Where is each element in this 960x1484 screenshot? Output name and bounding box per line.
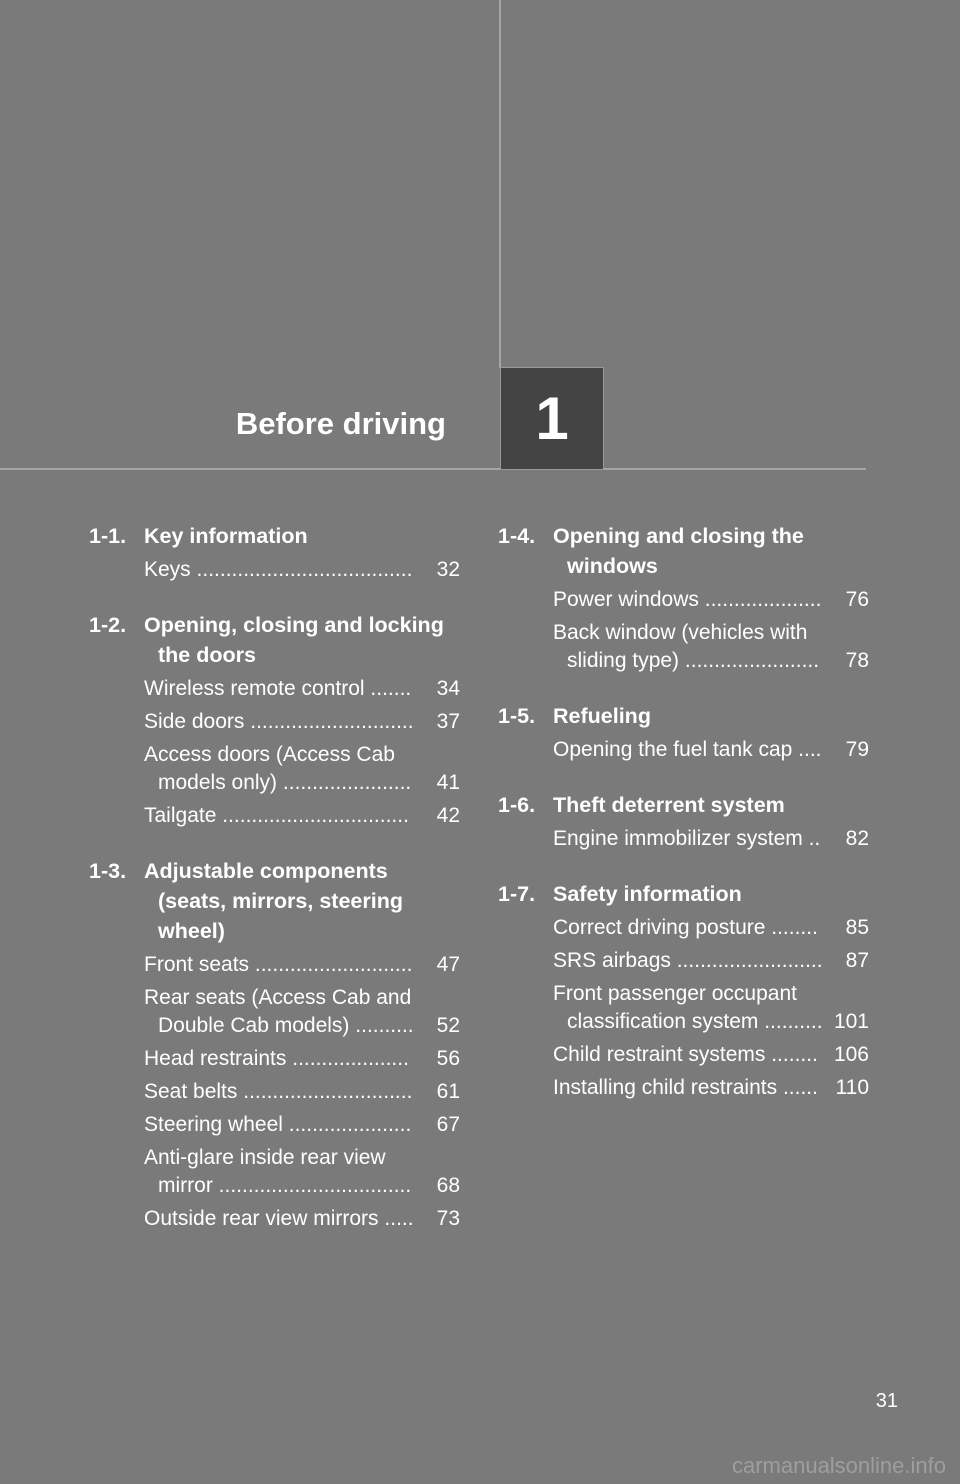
toc-entry[interactable]	[144, 1205, 460, 1233]
entry-label: Correct driving posture	[553, 916, 766, 939]
entry-label: Front passenger occupant classification system	[553, 982, 797, 1033]
toc-entry[interactable]	[144, 1078, 460, 1106]
entry-page-number: 68	[436, 1174, 460, 1197]
entry-label-wrap	[553, 947, 823, 975]
entry-page-number: 79	[845, 738, 869, 761]
entry-label: Access doors (Access Cab models only)	[144, 743, 395, 794]
toc-entry[interactable]	[553, 736, 869, 764]
toc-entry[interactable]	[553, 1041, 869, 1069]
section-heading[interactable]	[498, 521, 869, 581]
leader-dots: .....................	[282, 1113, 412, 1136]
section-title: Safety information	[553, 882, 742, 906]
leader-dots: .......	[364, 677, 412, 700]
entry-page-number: 42	[436, 804, 460, 827]
leader-dots: ........	[765, 1043, 818, 1066]
entry-label-wrap	[144, 741, 414, 797]
entry-label-wrap	[144, 1045, 414, 1073]
section-number: 1-2.	[89, 613, 127, 637]
entry-page-number: 37	[436, 710, 460, 733]
leader-dots: ............................	[244, 710, 414, 733]
entry-label: Rear seats (Access Cab and Double Cab models)	[144, 986, 412, 1037]
toc-section	[498, 790, 869, 853]
section-heading[interactable]	[89, 521, 460, 551]
entry-label: Front seats	[144, 953, 250, 976]
entry-label-wrap	[144, 1205, 414, 1233]
entry-label-wrap	[553, 1074, 823, 1102]
toc-entry[interactable]	[553, 1074, 869, 1102]
toc-entry[interactable]	[144, 1045, 460, 1073]
toc-entry[interactable]	[144, 741, 460, 797]
entry-label-wrap	[144, 984, 414, 1040]
section-number: 1-6.	[498, 793, 536, 817]
toc-entry[interactable]	[144, 984, 460, 1040]
toc-section	[498, 521, 869, 675]
section-title: Refueling	[553, 704, 651, 728]
entry-page-number: 73	[436, 1207, 460, 1230]
toc-entry[interactable]	[553, 947, 869, 975]
toc-entry[interactable]	[144, 556, 460, 584]
entry-label-wrap	[553, 586, 823, 614]
horizontal-rule	[0, 468, 866, 470]
chapter-title: Before driving	[235, 406, 446, 441]
toc-entry[interactable]	[553, 825, 869, 853]
entry-label: Steering wheel	[144, 1113, 283, 1136]
section-number: 1-1.	[89, 524, 127, 548]
entry-label-wrap	[553, 736, 823, 764]
entry-label: Installing child restraints	[553, 1076, 778, 1099]
toc-section	[89, 856, 460, 1233]
section-heading[interactable]	[89, 856, 460, 946]
leader-dots: ........	[765, 916, 818, 939]
toc-entry[interactable]	[144, 1111, 460, 1139]
entry-label: Power windows	[553, 588, 699, 611]
toc-entry[interactable]	[553, 980, 869, 1036]
entry-page-number: 56	[436, 1047, 460, 1070]
entry-label-wrap	[144, 802, 414, 830]
section-number: 1-5.	[498, 704, 536, 728]
leader-dots: .................................	[212, 1174, 412, 1197]
entry-label-wrap	[144, 708, 414, 736]
chapter-number-box	[500, 367, 604, 470]
toc-entry[interactable]	[144, 951, 460, 979]
watermark: carmanualsonline.info	[731, 1453, 946, 1478]
entry-label-wrap	[553, 619, 823, 675]
leader-dots: .............................	[237, 1080, 413, 1103]
vertical-rule	[499, 0, 501, 368]
section-title: Opening and closing the windows	[553, 524, 804, 578]
entry-label: Head restraints	[144, 1047, 287, 1070]
section-heading[interactable]	[498, 790, 869, 820]
entry-label: Side doors	[144, 710, 245, 733]
leader-dots: ..........	[758, 1010, 823, 1033]
toc-section	[498, 701, 869, 764]
entry-page-number: 32	[436, 558, 460, 581]
entry-page-number: 85	[845, 916, 869, 939]
entry-page-number: 78	[845, 649, 869, 672]
toc-left-column	[89, 521, 460, 1259]
entry-page-number: 110	[835, 1076, 869, 1099]
leader-dots: .....................................	[190, 558, 413, 581]
leader-dots: .........................	[670, 949, 823, 972]
section-heading[interactable]	[498, 879, 869, 909]
section-title: Theft deterrent system	[553, 793, 785, 817]
toc-entry[interactable]	[144, 802, 460, 830]
leader-dots: ..........	[349, 1014, 414, 1037]
entry-label-wrap	[553, 914, 823, 942]
entry-label: Seat belts	[144, 1080, 238, 1103]
section-number: 1-4.	[498, 524, 536, 548]
chapter-number: 1	[535, 385, 569, 452]
leader-dots: ....................	[698, 588, 822, 611]
entry-page-number: 76	[845, 588, 869, 611]
toc-entry[interactable]	[144, 708, 460, 736]
section-title: Key information	[144, 524, 308, 548]
entry-page-number: 101	[833, 1010, 869, 1033]
section-heading[interactable]	[498, 701, 869, 731]
entry-page-number: 52	[436, 1014, 460, 1037]
entry-page-number: 106	[833, 1043, 869, 1066]
leader-dots: .....	[378, 1207, 414, 1230]
toc-section	[89, 610, 460, 830]
leader-dots: ....................	[286, 1047, 409, 1070]
entry-page-number: 61	[436, 1080, 460, 1103]
entry-label-wrap	[553, 980, 823, 1036]
toc-entry[interactable]	[144, 1144, 460, 1200]
toc-entry[interactable]	[553, 586, 869, 614]
section-title: Adjustable components (seats, mirrors, steering wheel)	[144, 859, 403, 943]
leader-dots: ....	[792, 738, 822, 761]
leader-dots: ................................	[216, 804, 409, 827]
entry-label: Tailgate	[144, 804, 217, 827]
entry-label: Opening the fuel tank cap	[553, 738, 793, 761]
section-number: 1-3.	[89, 859, 127, 883]
entry-page-number: 41	[436, 771, 460, 794]
toc-section	[498, 879, 869, 1102]
entry-label-wrap	[144, 556, 414, 584]
leader-dots: ..	[802, 827, 821, 850]
entry-label-wrap	[144, 951, 414, 979]
entry-label-wrap	[144, 1111, 414, 1139]
leader-dots: .......................	[679, 649, 820, 672]
entry-page-number: 87	[845, 949, 869, 972]
toc-section	[89, 521, 460, 584]
entry-page-number: 34	[436, 677, 460, 700]
entry-label: SRS airbags	[553, 949, 671, 972]
entry-label: Wireless remote control	[144, 677, 365, 700]
entry-label-wrap	[553, 1041, 823, 1069]
entry-label: Engine immobilizer system	[553, 827, 803, 850]
entry-label-wrap	[144, 1144, 414, 1200]
toc-right-column	[498, 521, 869, 1128]
leader-dots: ......	[777, 1076, 818, 1099]
section-number: 1-7.	[498, 882, 536, 906]
leader-dots: ...........................	[249, 953, 413, 976]
entry-label-wrap	[144, 1078, 414, 1106]
page-number: 31	[875, 1390, 898, 1412]
entry-page-number: 82	[845, 827, 869, 850]
section-title: Opening, closing and locking the doors	[144, 613, 444, 667]
entry-label-wrap	[144, 675, 414, 703]
entry-label: Keys	[144, 558, 191, 581]
toc-entry[interactable]	[553, 619, 869, 675]
entry-page-number: 47	[436, 953, 460, 976]
entry-label: Anti-glare inside rear view mirror	[144, 1146, 386, 1197]
leader-dots: ......................	[277, 771, 412, 794]
toc-entry[interactable]	[144, 675, 460, 703]
entry-label: Outside rear view mirrors	[144, 1207, 379, 1230]
entry-page-number: 67	[436, 1113, 460, 1136]
entry-label-wrap	[553, 825, 823, 853]
entry-label: Back window (vehicles with sliding type)	[553, 621, 808, 672]
section-heading[interactable]	[89, 610, 460, 670]
toc-entry[interactable]	[553, 914, 869, 942]
entry-label: Child restraint systems	[553, 1043, 766, 1066]
